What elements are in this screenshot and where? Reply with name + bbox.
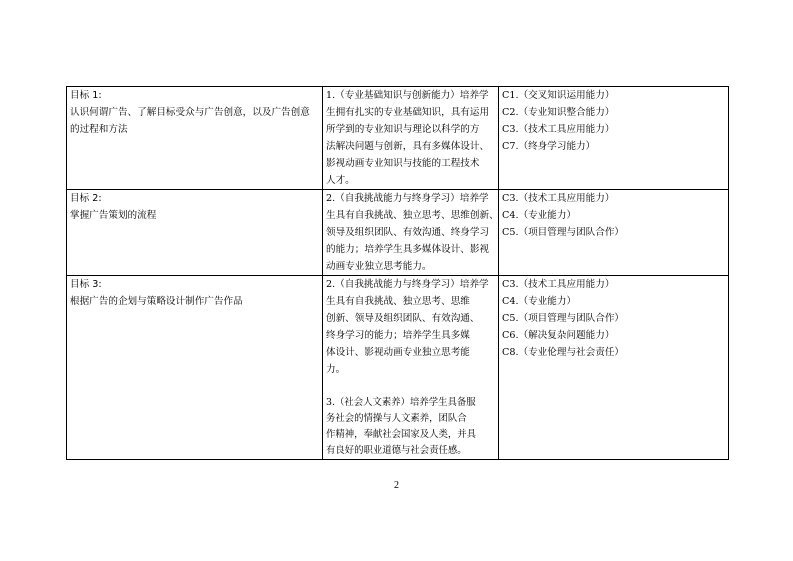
- requirement-line: 2.（自我挑战能力与终身学习）培养学: [326, 193, 489, 204]
- goal-description-line: 的过程和方法: [70, 124, 128, 135]
- requirement-line: 生拥有扎实的专业基础知识，具有运用: [326, 107, 490, 118]
- goal-description-line: 认识何谓广告、了解目标受众与广告创意，以及广告创意: [70, 107, 310, 118]
- course-goals-table: [66, 86, 729, 460]
- table-row: [67, 276, 729, 460]
- requirement-line: 创新、领导及组织团队、有效沟通、: [326, 313, 480, 324]
- requirement-line: 2.（自我挑战能力与终身学习）培养学: [326, 279, 489, 290]
- requirement-line: 生具有自我挑战、独立思考、思维: [326, 296, 470, 307]
- competency-cell: [499, 190, 729, 276]
- competency-cell: [499, 276, 729, 460]
- goal-title: 目标 2:: [70, 193, 102, 204]
- competency-cell: [499, 87, 729, 190]
- competency-item: C3.（技术工具应用能力）: [502, 193, 615, 204]
- competency-item: C5.（项目管理与团队合作）: [502, 227, 625, 238]
- requirement-line: 影视动画专业知识与技能的工程技术: [326, 158, 480, 169]
- requirement-line: 领导及组织团队、有效沟通、终身学习: [326, 227, 490, 238]
- goal-title: 目标 1:: [70, 90, 102, 101]
- requirement-line: 的能力；培养学生具多媒体设计、影视: [326, 244, 490, 255]
- requirement-line: 动画专业独立思考能力。: [326, 261, 432, 272]
- requirement-cell: [323, 190, 499, 276]
- requirement-line: 生具有自我挑战、独立思考、思维创新、: [326, 210, 499, 221]
- competency-item: C1.（交叉知识运用能力）: [502, 90, 615, 101]
- goal-cell: [67, 190, 323, 276]
- requirement-line: 终身学习的能力；培养学生具多媒: [326, 330, 470, 341]
- requirement-line: 3.（社会人文素养）培养学生具备服: [326, 397, 476, 408]
- table-row: [67, 190, 729, 276]
- competency-item: C5.（项目管理与团队合作）: [502, 313, 625, 324]
- requirement-line: 体设计、影视动画专业独立思考能: [326, 347, 470, 358]
- competency-item: C4.（专业能力）: [502, 296, 577, 307]
- goal-cell: [67, 87, 323, 190]
- goal-description-line: 根据广告的企划与策略设计制作广告作品: [70, 296, 243, 307]
- goal-description-line: 掌握广告策划的流程: [70, 210, 157, 221]
- requirement-line: 所学到的专业知识与理论以科学的方: [326, 124, 480, 135]
- competency-item: C3.（技术工具应用能力）: [502, 279, 615, 290]
- competency-item: C8.（专业伦理与社会责任）: [502, 347, 625, 358]
- competency-item: C3.（技术工具应用能力）: [502, 124, 615, 135]
- requirement-cell: [323, 276, 499, 460]
- table-row: [67, 87, 729, 190]
- requirement-line: 法解决问题与创新，具有多媒体设计、: [326, 141, 490, 152]
- competency-item: C6.（解决复杂问题能力）: [502, 330, 615, 341]
- requirement-line: 力。: [326, 364, 346, 375]
- requirement-line: 务社会的情操与人文素养，团队合: [326, 413, 467, 424]
- requirement-line: 1.（专业基础知识与创新能力）培养学: [326, 90, 489, 101]
- requirement-line: 有良好的职业道德与社会责任感。: [326, 445, 467, 456]
- competency-item: C2.（专业知识整合能力）: [502, 107, 615, 118]
- requirement-line: 人才。: [326, 175, 355, 186]
- competency-item: C7.（终身学习能力）: [502, 141, 596, 152]
- competency-item: C4.（专业能力）: [502, 210, 577, 221]
- page-number: 2: [394, 480, 399, 491]
- goal-title: 目标 3:: [70, 279, 102, 290]
- goals-table-body: [67, 87, 729, 460]
- requirement-line: 作精神，奉献社会国家及人类，并具: [326, 429, 477, 440]
- goal-cell: [67, 276, 323, 460]
- requirement-cell: [323, 87, 499, 190]
- paragraph-gap: [326, 378, 495, 395]
